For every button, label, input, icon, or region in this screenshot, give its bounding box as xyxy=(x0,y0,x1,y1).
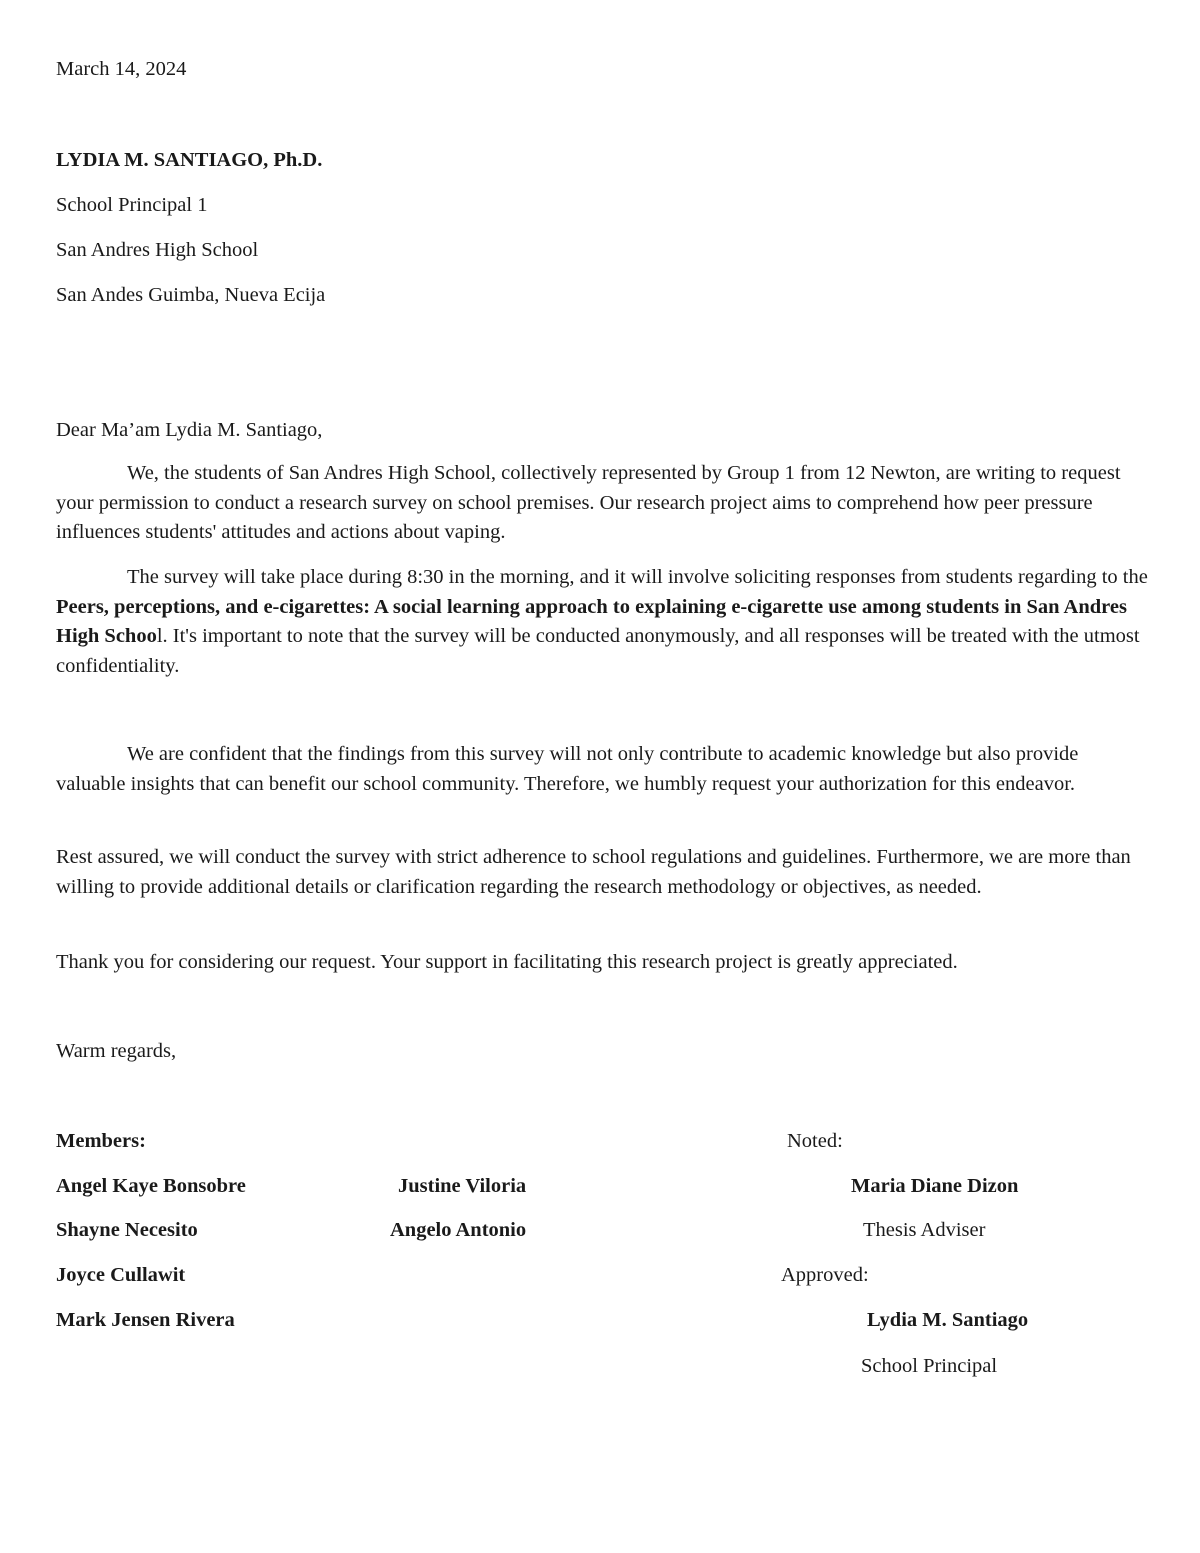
paragraph-2-outro: l. It's important to note that the survey will be conducted anonymously, and all responses will be treated with the utmost confidentiality. xyxy=(56,625,1140,677)
letter-date: March 14, 2024 xyxy=(56,58,187,80)
research-title: Peers, perceptions, and e-cigarettes: A social learning approach to explaining e-cigarette use among students in San Andres High Schoo xyxy=(56,595,1127,648)
principal-name: Lydia M. Santiago xyxy=(867,1309,1029,1331)
member-name: Joyce Cullawit xyxy=(56,1264,186,1286)
approved-label: Approved: xyxy=(781,1264,869,1286)
principal-title: School Principal xyxy=(861,1355,998,1377)
body-paragraph-3: We are confident that the findings from this survey will not only contribute to academic knowledge but also provide valuable insights that can benefit our school community. Therefore, we humbly request your authorization for this endeavor. xyxy=(56,743,1079,795)
body-paragraph-4: Rest assured, we will conduct the survey with strict adherence to school regulations and guidelines. Furthermore, we are more than willing to provide additional details or clarification regarding the research methodology or objectives, as needed. xyxy=(56,846,1131,898)
closing: Warm regards, xyxy=(56,1040,177,1062)
recipient-position: School Principal 1 xyxy=(56,194,208,216)
salutation: Dear Ma’am Lydia M. Santiago, xyxy=(56,419,323,441)
member-name: Angelo Antonio xyxy=(390,1219,527,1241)
recipient-name: LYDIA M. SANTIAGO, Ph.D. xyxy=(56,149,323,171)
recipient-school: San Andres High School xyxy=(56,239,259,261)
recipient-address: San Andes Guimba, Nueva Ecija xyxy=(56,284,326,306)
adviser-title: Thesis Adviser xyxy=(863,1219,986,1241)
body-paragraph-1: We, the students of San Andres High School, collectively represented by Group 1 from 12 Newton, are writing to request your permission to conduct a research survey on school premises. Our research project aims to comprehend how peer pressure influences students' attitudes and actions about vaping. xyxy=(56,462,1121,544)
member-name: Angel Kaye Bonsobre xyxy=(56,1175,246,1197)
body-paragraph-5: Thank you for considering our request. Your support in facilitating this research project is greatly appreciated. xyxy=(56,951,958,973)
paragraph-2-intro: The survey will take place during 8:30 in the morning, and it will involve soliciting responses from students regarding to the xyxy=(127,566,1148,588)
adviser-name: Maria Diane Dizon xyxy=(851,1175,1019,1197)
member-name: Shayne Necesito xyxy=(56,1219,198,1241)
member-name: Mark Jensen Rivera xyxy=(56,1309,235,1331)
noted-label: Noted: xyxy=(787,1130,843,1152)
member-name: Justine Viloria xyxy=(398,1175,527,1197)
body-paragraph-2 xyxy=(56,563,1148,681)
members-label: Members: xyxy=(56,1130,146,1152)
